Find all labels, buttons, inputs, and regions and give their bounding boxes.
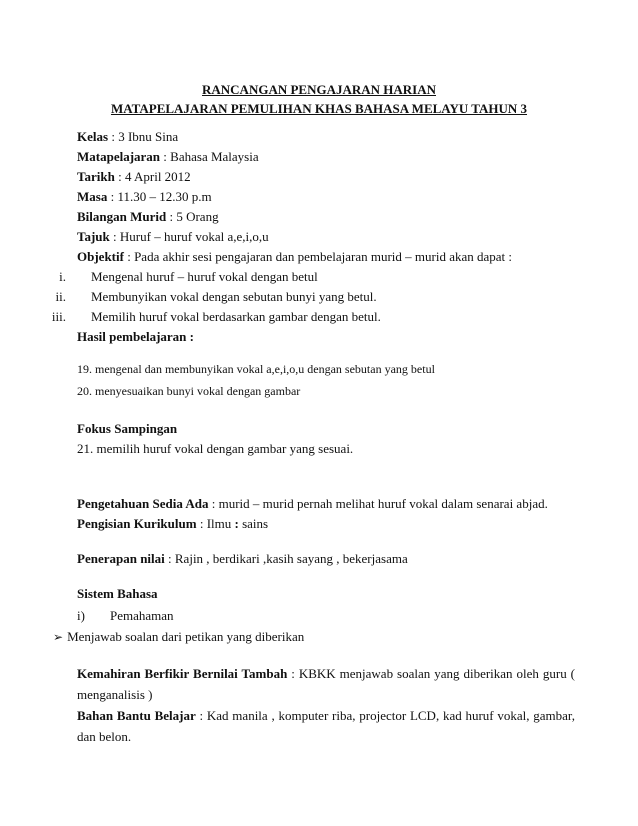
- hasil-item: 19. mengenal dan membunyikan vokal a,e,i,o,u dengan sebutan yang betul: [77, 362, 435, 376]
- objektif-label: Objektif: [77, 249, 124, 264]
- document-title: RANCANGAN PENGAJARAN HARIAN: [202, 82, 436, 97]
- bilangan-sep: :: [166, 209, 177, 224]
- sistem-heading: Sistem Bahasa: [77, 586, 158, 601]
- matapelajaran-label: Matapelajaran: [77, 149, 161, 164]
- pengisian-label: Pengisian Kurikulum: [77, 516, 197, 531]
- fokus-item: 21. memilih huruf vokal dengan gambar yang sesuai.: [77, 441, 354, 456]
- masa-label: Masa: [77, 189, 108, 204]
- tajuk-value: Huruf – huruf vokal a,e,i,o,u: [119, 229, 269, 244]
- pengetahuan-value: murid – murid pernah melihat huruf vokal dalam senarai abjad.: [218, 496, 548, 511]
- tajuk-line: [77, 229, 269, 245]
- matapelajaran-value: Bahasa Malaysia: [170, 149, 259, 164]
- bilangan-line: [77, 209, 219, 225]
- pengisian-value2: sains: [238, 516, 269, 531]
- objektif-sep: :: [123, 249, 135, 264]
- objective-number: ii.: [55, 289, 66, 304]
- kelas-label: Kelas: [77, 129, 109, 144]
- kemahiran-paragraph: [77, 663, 575, 705]
- pengetahuan-line: [77, 496, 548, 512]
- tarikh-label: Tarikh: [77, 169, 115, 184]
- penerapan-label: Penerapan nilai: [77, 551, 165, 566]
- kelas-sep: :: [108, 129, 119, 144]
- masa-line: [77, 189, 212, 205]
- tajuk-sep: :: [109, 229, 120, 244]
- hasil-item: 20. menyesuaikan bunyi vokal dengan gambar: [77, 384, 301, 398]
- bahan-value: : Kad manila , komputer riba, projector LCD, kad huruf vokal, gambar, dan belon.: [77, 708, 575, 744]
- tarikh-value: 4 April 2012: [124, 169, 191, 184]
- kemahiran-label: Kemahiran Berfikir Bernilai Tambah: [77, 666, 288, 681]
- objective-item: Mengenal huruf – huruf vokal dengan betul: [91, 269, 318, 284]
- objective-number: iii.: [51, 309, 66, 324]
- matapelajaran-sep: :: [160, 149, 171, 164]
- pengetahuan-label: Pengetahuan Sedia Ada: [77, 496, 209, 511]
- objective-item: Memilih huruf vokal berdasarkan gambar dengan betul.: [91, 309, 381, 324]
- document-subtitle: MATAPELAJARAN PEMULIHAN KHAS BAHASA MELAYU TAHUN 3: [110, 101, 528, 116]
- objektif-line: [77, 249, 512, 265]
- pengisian-value: Ilmu: [206, 516, 235, 531]
- kelas-line: [77, 129, 178, 145]
- bullet-line: [53, 629, 304, 645]
- pengisian-sep2: :: [234, 516, 239, 531]
- matapelajaran-line: [77, 149, 259, 165]
- masa-sep: :: [107, 189, 118, 204]
- bahan-label: Bahan Bantu Belajar: [77, 708, 196, 723]
- sistem-sub-item: Pemahaman: [110, 608, 174, 623]
- arrow-bullet-icon: ➢: [53, 630, 64, 644]
- bullet-text: Menjawab soalan dari petikan yang diberikan: [67, 629, 305, 644]
- sistem-sub-number: i): [77, 608, 85, 623]
- objective-number: i.: [59, 269, 66, 284]
- hasil-heading: Hasil pembelajaran :: [77, 329, 194, 344]
- tarikh-sep: :: [114, 169, 125, 184]
- penerapan-value: Rajin , berdikari ,kasih sayang , bekerjasama: [174, 551, 408, 566]
- bilangan-label: Bilangan Murid: [77, 209, 167, 224]
- penerapan-sep: :: [164, 551, 175, 566]
- kemahiran-value: : KBKK menjawab soalan yang diberikan oleh guru ( menganalisis ): [77, 666, 575, 702]
- pengetahuan-sep: :: [208, 496, 219, 511]
- bilangan-value: 5 Orang: [176, 209, 219, 224]
- tarikh-line: [77, 169, 191, 185]
- kelas-value: 3 Ibnu Sina: [118, 129, 179, 144]
- bahan-paragraph: [77, 705, 575, 747]
- penerapan-line: [77, 551, 408, 567]
- fokus-heading: Fokus Sampingan: [77, 421, 178, 436]
- pengisian-line: [77, 516, 268, 532]
- masa-value: 11.30 – 12.30 p.m: [117, 189, 212, 204]
- objektif-value: Pada akhir sesi pengajaran dan pembelajaran murid – murid akan dapat :: [134, 249, 513, 264]
- pengisian-sep: :: [196, 516, 207, 531]
- tajuk-label: Tajuk: [77, 229, 110, 244]
- objective-item: Membunyikan vokal dengan sebutan bunyi yang betul.: [91, 289, 377, 304]
